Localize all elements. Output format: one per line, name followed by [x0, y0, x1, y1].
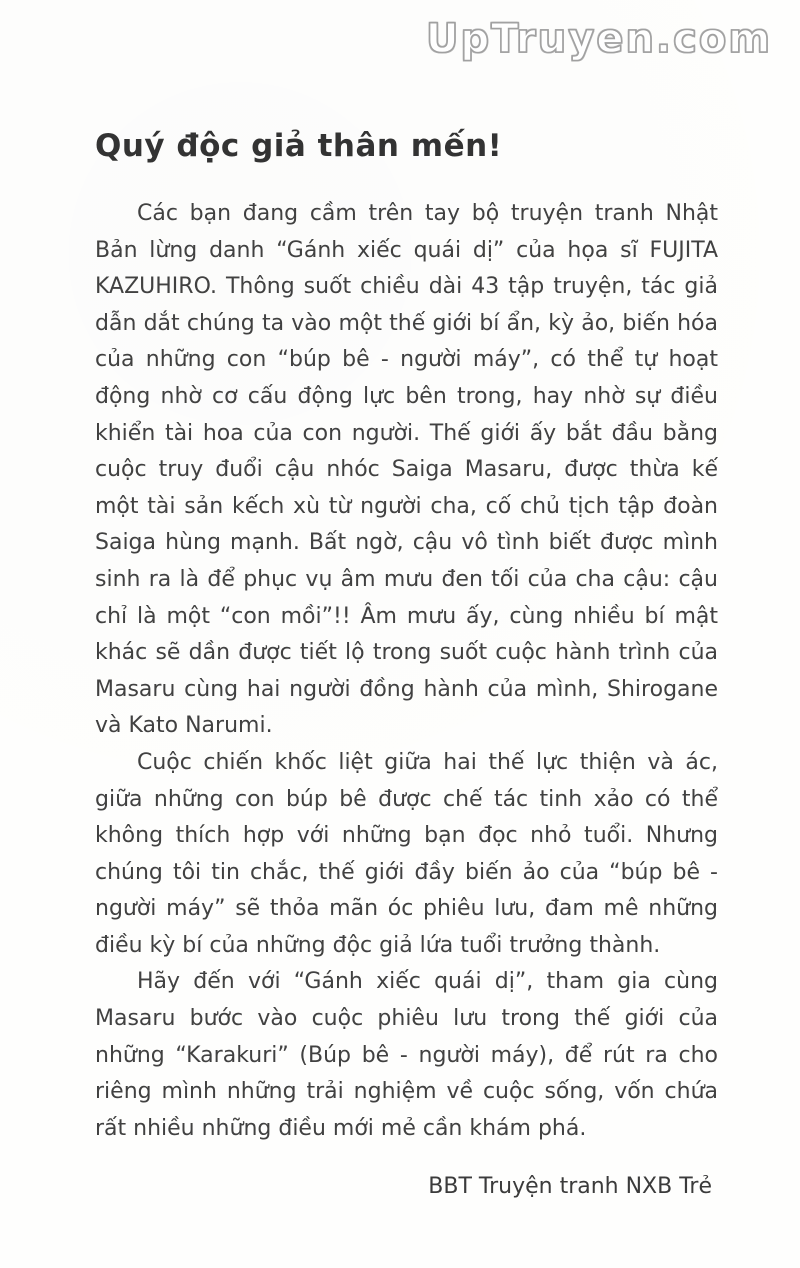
paragraph-intro: Các bạn đang cầm trên tay bộ truyện tranh Nhật Bản lừng danh “Gánh xiếc quái dị” của họa sĩ FUJITA KAZUHIRO. Thông suốt chiều dài 43 tập truyện, tác giả dẫn dắt chúng ta vào một thế giới bí ẩn, kỳ ảo, biến hóa của những con “búp bê - người máy”, có thể tự hoạt động nhờ cơ cấu động lực bên trong, hay nhờ sự điều khiển tài hoa của con người. Thế giới ấy bắt đầu bằng cuộc truy đuổi cậu nhóc Saiga Masaru, được thừa kế một tài sản kếch xù từ người cha, cố chủ tịch tập đoàn Saiga hùng mạnh. Bất ngờ, cậu vô tình biết được mình sinh ra là để phục vụ âm mưu đen tối của cha cậu: cậu chỉ là một “con mồi”!! Âm mưu ấy, cùng nhiều bí mật khác sẽ dần được tiết lộ trong suốt cuộc hành trình của Masaru cùng hai người đồng hành của mình, Shirogane và Kato Narumi. [95, 201, 718, 739]
site-watermark: UpTruyen.com [426, 16, 772, 62]
paragraph-audience: Cuộc chiến khốc liệt giữa hai thế lực thiện và ác, giữa những con búp bê được chế tác tinh xảo có thể không thích hợp với những bạn đọc nhỏ tuổi. Nhưng chúng tôi tin chắc, thế giới đầy biến ảo của “búp bê - người máy” sẽ thỏa mãn óc phiêu lưu, đam mê những điều kỳ bí của những độc giả lứa tuổi trưởng thành. [95, 749, 718, 958]
page-title: Quý độc giả thân mến! [95, 128, 503, 164]
signature-line: BBT Truyện tranh NXB Trẻ [428, 1174, 712, 1200]
paragraph-invitation: Hãy đến với “Gánh xiếc quái dị”, tham gia cùng Masaru bước vào cuộc phiêu lưu trong thế giới của những “Karakuri” (Búp bê - người máy), để rút ra cho riêng mình những trải nghiệm về cuộc sống, vốn chứa rất nhiều những điều mới mẻ cần khám phá. [95, 969, 718, 1141]
letter-body [95, 196, 718, 1206]
